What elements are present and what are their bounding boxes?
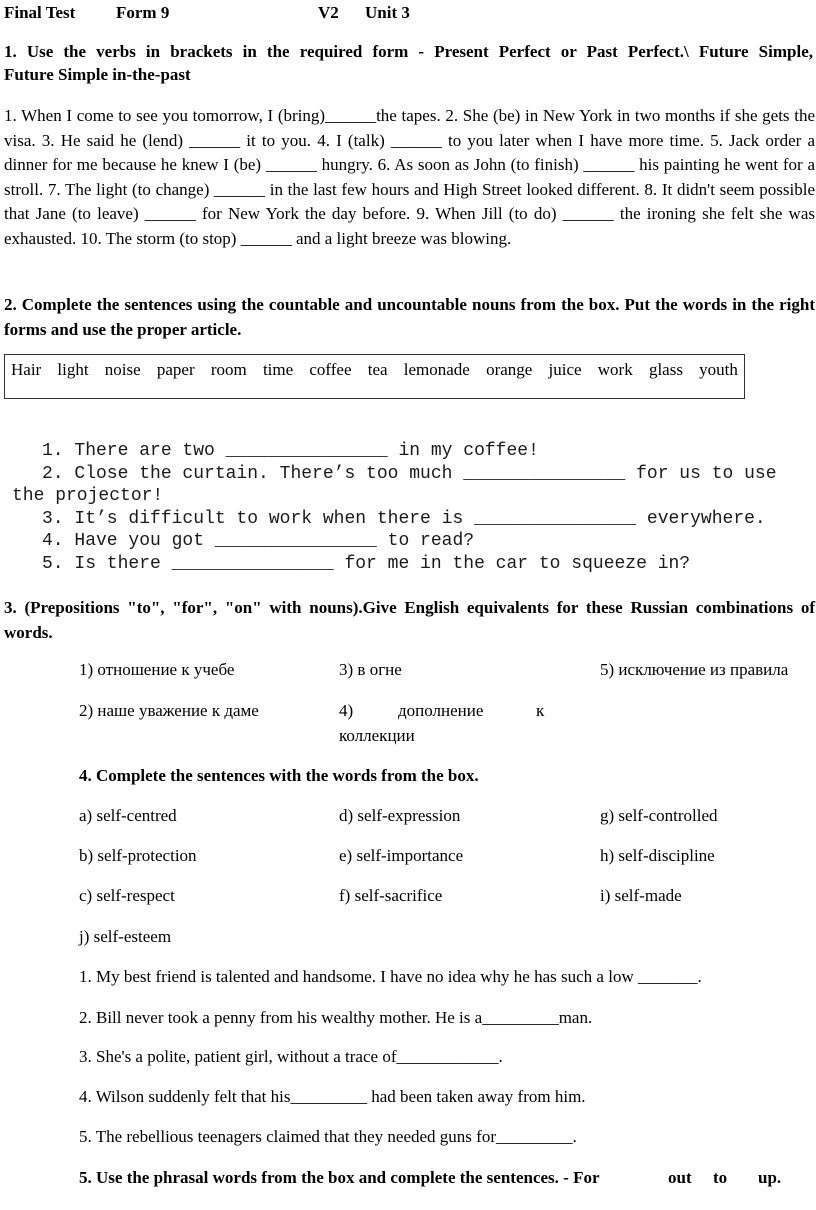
form-label: Form 9 — [116, 3, 170, 22]
russian-phrase-word: дополнение — [398, 701, 484, 720]
word-option: a) self-centred — [79, 806, 177, 825]
box-word: room — [210, 360, 247, 379]
russian-phrase-word: коллекции — [339, 726, 415, 745]
word-option: e) self-importance — [339, 846, 464, 865]
task1-heading-line1: 1. Use the verbs in brackets in the required form - Present Perfect or Past Perfect.\ Future Simple, — [4, 42, 813, 61]
task4-sentence: 4. Wilson suddenly felt that his_________ had been taken away from him. — [79, 1087, 586, 1106]
phrasal-word: up. — [758, 1168, 782, 1187]
russian-phrase: 5) исключение из правила — [600, 660, 789, 679]
box-word: time — [262, 360, 294, 379]
word-option: f) self-sacrifice — [339, 886, 443, 905]
task1-body: 1. When I come to see you tomorrow, I (bring)______the tapes. 2. She (be) in New York in two months if she gets the visa. 3. He said he (lend) ______ it to you. 4. I (talk) ______ to you later when I have more time. 5. Jack order a dinner for me because he knew I (be) ______ hungry. 6. As soon as John (to finish) ______ his painting he went for a stroll. 7. The light (to change) ______ in the last few hours and High Street looked different. 8. It didn't seem possible that Jane (to leave) ______ for New York the day before. 9. When Jill (to do) ______ the ironing she felt she was exhausted. 10. The storm (to stop) ______ and a light breeze was blowing. — [4, 106, 815, 248]
russian-phrase-number: 4) — [339, 701, 354, 720]
task2-sentence: 5. Is there _______________ for me in the car to squeeze in? — [42, 553, 691, 574]
task4-sentence: 2. Bill never took a penny from his wealthy mother. He is a_________man. — [79, 1008, 593, 1027]
word-option: j) self-esteem — [79, 927, 172, 946]
word-option: d) self-expression — [339, 806, 461, 825]
variant-label: V2 — [318, 3, 339, 22]
box-word: tea — [367, 360, 388, 379]
box-word: light — [57, 360, 89, 379]
phrasal-word: out — [668, 1168, 692, 1187]
task1-heading-line2: Future Simple in-the-past — [4, 65, 191, 84]
box-word: paper — [156, 360, 195, 379]
task4-sentence: 3. She's a polite, patient girl, without a trace of____________. — [79, 1047, 503, 1066]
task4-heading: 4. Complete the sentences with the words from the box. — [79, 766, 479, 785]
box-word: Hair — [11, 360, 42, 379]
task2-sentence: 3. It’s difficult to work when there is _______________ everywhere. — [42, 508, 766, 529]
task2-sentences-scan — [12, 440, 777, 575]
box-word: lemonade — [403, 360, 470, 379]
noun-word-box — [4, 354, 745, 399]
russian-phrase: 2) наше уважение к даме — [79, 701, 259, 720]
russian-phrase: 1) отношение к учебе — [79, 660, 235, 679]
word-option: c) self-respect — [79, 886, 175, 905]
task2-heading: 2. Complete the sentences using the countable and uncountable nouns from the box. Put the words in the right forms and use the proper article. — [4, 295, 815, 339]
word-option: g) self-controlled — [600, 806, 718, 825]
box-word: orange — [486, 360, 533, 379]
russian-phrase: 3) в огне — [339, 660, 402, 679]
word-option: i) self-made — [600, 886, 682, 905]
task2-sentence: 4. Have you got _______________ to read? — [42, 531, 475, 551]
task2-sentence: 1. There are two _______________ in my coffee! — [42, 441, 539, 461]
box-word: glass — [648, 360, 683, 379]
box-word: noise — [104, 360, 141, 379]
task2-sentence-continuation: the projector! — [12, 486, 164, 506]
word-option: b) self-protection — [79, 846, 197, 865]
test-title: Final Test — [4, 3, 76, 22]
box-word: coffee — [309, 360, 352, 379]
task3-heading: 3. (Prepositions "to", "for", "on" with nouns).Give English equivalents for these Russian combinations of words. — [4, 598, 815, 642]
russian-phrase-word: к — [536, 701, 545, 720]
task2-sentence: 2. Close the curtain. There’s too much _______________ for us to use — [42, 463, 777, 484]
unit-label: Unit 3 — [365, 3, 410, 22]
box-word: youth — [699, 360, 738, 379]
task4-sentence: 5. The rebellious teenagers claimed that they needed guns for_________. — [79, 1127, 577, 1146]
phrasal-word: to — [713, 1168, 728, 1187]
word-option: h) self-discipline — [600, 846, 715, 865]
task5-heading: 5. Use the phrasal words from the box and complete the sentences. - For — [79, 1168, 600, 1187]
box-word: juice — [548, 360, 582, 379]
box-word: work — [597, 360, 633, 379]
task4-sentence: 1. My best friend is talented and handsome. I have no idea why he has such a low _______. — [79, 967, 702, 986]
